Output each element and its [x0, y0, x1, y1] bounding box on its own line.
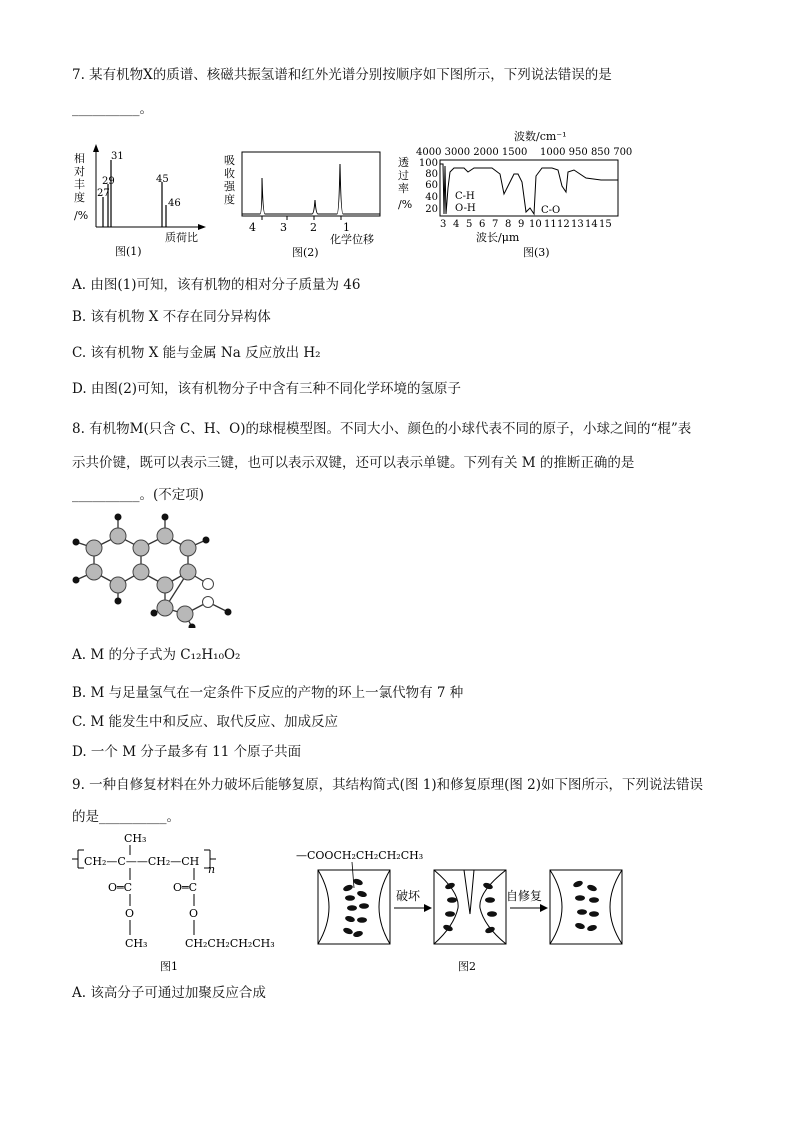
fig3-xtick-11: 11 [544, 219, 557, 230]
fig2-caption: 图(2) [292, 246, 319, 258]
fig3-ylabel-3: /% [398, 198, 413, 211]
q8-option-d: D. 一个 M 分子最多有 11 个原子共面 [72, 744, 302, 760]
fig3-xtick-14: 14 [585, 219, 598, 230]
fig3-ann-ch: C-H [455, 191, 475, 202]
panel-broken [434, 870, 506, 944]
q9-option-a: A. 该高分子可通过加聚反应合成 [72, 985, 266, 1001]
q7-option-a: A. 由图(1)可知，该有机物的相对分子质量为 46 [72, 277, 361, 293]
fig3-ann-oh: O-H [455, 203, 476, 214]
carbon-atom [86, 540, 102, 556]
q9-stem-2: 的是__________。 [72, 809, 180, 825]
fig3-xtick-12: 12 [557, 219, 570, 230]
fig3-xtick-7: 7 [492, 219, 499, 230]
fig9-backbone: CH₂—C——CH₂—CH [84, 855, 200, 868]
fig9-n: n [208, 863, 216, 876]
q7-option-c: C. 该有机物 X 能与金属 Na 反应放出 H₂ [72, 345, 321, 361]
fig1-caption: 图(1) [115, 245, 142, 257]
fig3-ytick-20: 20 [425, 204, 438, 215]
fig3-top-title: 波数/cm⁻¹ [514, 130, 567, 143]
fig9-caption: 图1 [160, 960, 178, 973]
fig3-ytick-100: 100 [418, 158, 438, 169]
hydrogen-atom [203, 537, 210, 544]
carbon-atom [180, 564, 196, 580]
ball-and-stick-model [68, 508, 238, 628]
carbon-atom [133, 564, 149, 580]
hydrogen-atom [115, 598, 122, 605]
panel-repaired [550, 870, 622, 944]
fig2-ylabel-1: 收 [224, 167, 235, 180]
hydrogen-atom [225, 609, 232, 616]
fig3-caption: 图(3) [523, 246, 550, 259]
fig1-ylabel-4: /% [74, 209, 89, 222]
fig2-tick-2: 2 [310, 221, 317, 234]
fig3-ytick-80: 80 [425, 169, 438, 180]
fig9-co-right: O═C [173, 881, 198, 894]
polymer-structure-figure [70, 828, 285, 976]
fig2-xlabel: 化学位移 [330, 233, 374, 246]
fig9-co-left: O═C [108, 881, 133, 894]
fig3-top-ticks: 4000 3000 2000 1500 1000 950 850 700 [416, 147, 633, 158]
q8-option-a: A. M 的分子式为 C₁₂H₁₀O₂ [72, 647, 241, 663]
carbon-atom [180, 540, 196, 556]
ir-spectrum-figure [396, 128, 636, 260]
hydrogen-atom [189, 624, 196, 629]
fig1-peak-46: 46 [168, 198, 181, 209]
fig1-ylabel-3: 度 [74, 191, 85, 204]
fig3-xtick-15: 15 [599, 219, 612, 230]
fig2-tick-4: 4 [249, 221, 256, 234]
q8-option-c: C. M 能发生中和反应、取代反应、加成反应 [72, 714, 339, 730]
q8-option-b: B. M 与足量氢气在一定条件下反应的产物的环上一氯代物有 7 种 [72, 685, 464, 701]
self-repair-figure [292, 842, 632, 976]
hydrogen-atom [151, 610, 158, 617]
hydrogen-atom [115, 514, 122, 521]
fig3-ylabel-0: 透 [398, 156, 409, 169]
fig3-xtick-6: 6 [479, 219, 486, 230]
fig2-ylabel-3: 度 [224, 193, 235, 206]
fig3-xtick-10: 10 [529, 219, 542, 230]
fig9b-ester: —COOCH₂CH₂CH₂CH₃ [296, 849, 424, 862]
fig3-xtick-3: 3 [440, 219, 447, 230]
carbon-atom [157, 577, 173, 593]
oxygen-atom [203, 597, 214, 608]
fig3-xlabel: 波长/μm [476, 231, 520, 244]
fig9-o-right: O [189, 907, 199, 920]
fig1-peak-27: 27 [97, 188, 110, 199]
carbon-atom [110, 528, 126, 544]
q7-stem: 7. 某有机物X的质谱、核磁共振氢谱和红外光谱分别按顺序如下图所示，下列说法错误的是 [72, 67, 612, 83]
q8-stem-1: 8. 有机物M(只含 C、H、O)的球棍模型图。不同大小、颜色的小球代表不同的原子，小球之间的“棍”表 [72, 421, 692, 437]
q7-blank: __________。 [72, 101, 153, 117]
nmr-spectrum-figure [222, 148, 387, 258]
q8-stem-3: __________。(不定项) [72, 487, 205, 503]
mass-spectrum-figure [70, 142, 210, 257]
carbon-atom [157, 528, 173, 544]
fig2-tick-1: 1 [343, 221, 350, 234]
fig3-xtick-8: 8 [505, 219, 512, 230]
q9-stem-1: 9. 一种自修复材料在外力破坏后能够复原，其结构简式(图 1)和修复原理(图 2)如下图所示，下列说法错误 [72, 777, 703, 793]
fig3-ytick-60: 60 [425, 180, 438, 191]
fig3-xtick-13: 13 [571, 219, 584, 230]
q7-option-b: B. 该有机物 X 不存在同分异构体 [72, 309, 271, 325]
fig9b-break-label: 破坏 [396, 889, 421, 903]
fig2-ylabel-0: 吸 [224, 154, 235, 167]
oxygen-atom [203, 579, 214, 590]
fig1-ylabel-1: 对 [74, 165, 85, 178]
hydrogen-atom [162, 514, 169, 521]
q7-option-d: D. 由图(2)可知，该有机物分子中含有三种不同化学环境的氢原子 [72, 381, 462, 397]
carbon-atom [86, 564, 102, 580]
fig3-xtick-4: 4 [453, 219, 460, 230]
fig3-ann-co: C-O [541, 205, 561, 216]
fig3-xtick-9: 9 [518, 219, 525, 230]
fig1-ylabel-0: 相 [74, 152, 85, 165]
carbon-atom [157, 600, 173, 616]
fig2-tick-3: 3 [280, 221, 287, 234]
fig1-xlabel: 质荷比 [165, 231, 198, 244]
fig9b-caption: 图2 [458, 960, 476, 973]
fig3-ylabel-2: 率 [398, 182, 409, 195]
fig1-peak-29: 29 [102, 176, 115, 187]
fig9-ch3-top: CH₃ [124, 832, 147, 845]
carbon-atom [110, 577, 126, 593]
fig3-ytick-40: 40 [425, 192, 438, 203]
fig9-ch3-bottom: CH₃ [125, 937, 148, 950]
carbon-atom [133, 540, 149, 556]
fig9b-repair-label: 自修复 [506, 889, 543, 903]
q8-stem-2: 示共价键，既可以表示三键，也可以表示双键，还可以表示单键。下列有关 M 的推断正确的是 [72, 455, 635, 471]
fig3-xtick-5: 5 [466, 219, 473, 230]
carbon-atom [177, 606, 193, 622]
fig1-ylabel-2: 丰 [74, 178, 85, 191]
fig9-butyl: CH₂CH₂CH₂CH₃ [185, 937, 275, 950]
hydrogen-atom [73, 539, 80, 546]
hydrogen-atom [73, 577, 80, 584]
fig2-ylabel-2: 强 [224, 180, 235, 193]
fig9-o-left: O [125, 907, 135, 920]
fig1-peak-31: 31 [111, 151, 124, 162]
fig1-peak-45: 45 [156, 174, 169, 185]
fig3-ylabel-1: 过 [398, 169, 409, 182]
